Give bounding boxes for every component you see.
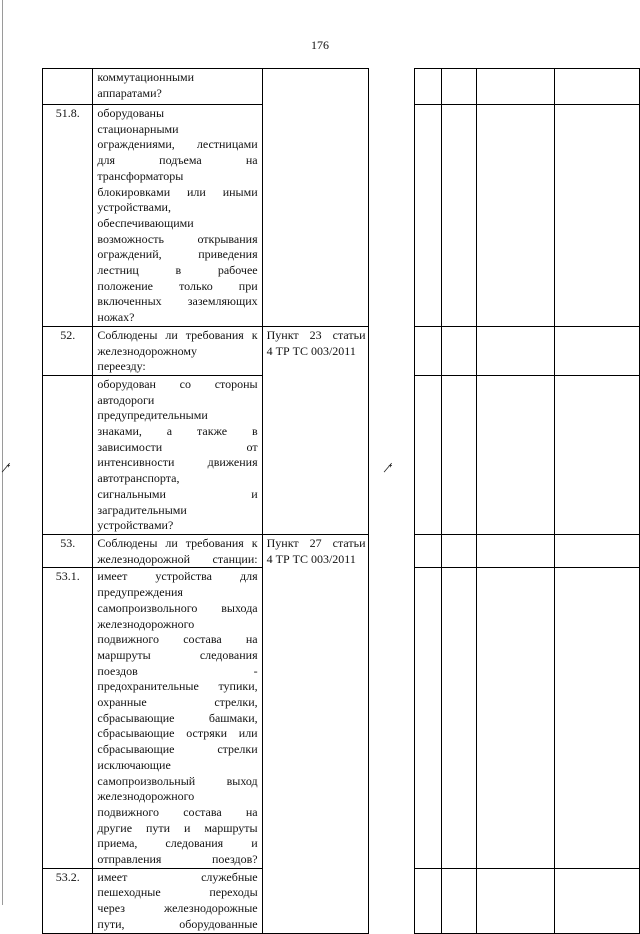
answer-cell-2[interactable] — [442, 69, 476, 105]
word: имеет — [97, 869, 128, 884]
legal-reference — [262, 534, 368, 933]
word: на — [245, 153, 258, 168]
requirement-line — [97, 632, 257, 648]
word: статьи — [332, 327, 366, 342]
word: пути — [145, 820, 171, 835]
word: 27 — [309, 535, 322, 550]
word: или — [238, 726, 258, 741]
requirement-line — [97, 805, 257, 821]
word: рабочее — [217, 263, 258, 278]
table-row — [43, 69, 640, 105]
answer-cell-1[interactable] — [415, 534, 442, 567]
word: положение — [97, 278, 153, 293]
requirement-line — [97, 679, 257, 695]
page-number: 176 — [311, 38, 329, 52]
word: иными — [222, 184, 258, 199]
requirement-line — [97, 536, 257, 552]
requirement-line: устройствами? — [97, 518, 174, 533]
word: лестниц — [97, 263, 139, 278]
requirement-line: обеспечивающими — [97, 215, 194, 230]
requirement-line — [97, 774, 257, 790]
word: отправления — [97, 852, 162, 867]
requirement-line — [97, 836, 257, 852]
word: или — [186, 184, 206, 199]
answer-cell-4[interactable] — [554, 69, 639, 105]
word: служебные — [201, 869, 258, 884]
word: маршруты — [204, 820, 258, 835]
word: и — [184, 820, 191, 835]
word: ли — [165, 535, 178, 550]
word: только — [179, 278, 213, 293]
word: возможность — [97, 231, 164, 246]
word: пути, — [97, 916, 125, 931]
word: станции: — [212, 551, 258, 566]
word: железнодорожной — [97, 551, 191, 566]
requirement-line: предупреждения — [97, 585, 183, 600]
answer-cell-3[interactable] — [476, 375, 554, 534]
legal-reference — [262, 326, 368, 534]
requirement-line — [97, 455, 257, 471]
requirement-line — [97, 870, 257, 886]
word: подъема — [159, 153, 202, 168]
requirement-line — [97, 711, 257, 727]
requirement-line: устройствами, — [97, 200, 171, 215]
word: состава — [183, 804, 222, 819]
word: на — [245, 804, 258, 819]
answer-cell-3[interactable] — [476, 568, 554, 868]
answer-cell-3[interactable] — [476, 69, 554, 105]
answer-cell-2[interactable] — [442, 568, 476, 868]
word: в — [251, 424, 258, 439]
word: включенных — [97, 294, 162, 309]
word: заземляющих — [187, 294, 258, 309]
requirement-line — [97, 263, 257, 279]
word: башмаки, — [208, 710, 258, 725]
item-number: 53.2. — [43, 868, 93, 933]
requirement-line — [97, 294, 257, 310]
answer-cell-4[interactable] — [554, 105, 639, 327]
word: подвижного — [97, 632, 160, 647]
requirement-line: оборудованы — [97, 106, 165, 120]
table-row — [43, 326, 640, 375]
item-number — [43, 375, 93, 534]
requirement-line: автотранспорта, — [97, 471, 180, 486]
answer-cell-1[interactable] — [415, 868, 442, 933]
answer-cell-4[interactable] — [554, 326, 639, 375]
requirements-table — [42, 68, 640, 934]
answer-cell-1[interactable] — [415, 568, 442, 868]
requirement-line — [97, 247, 257, 263]
requirement-line: автодороги — [97, 392, 155, 407]
answer-cell-3[interactable] — [476, 326, 554, 375]
word: поездов — [97, 663, 138, 678]
requirement-line — [97, 185, 257, 201]
answer-cell-4[interactable] — [554, 534, 639, 567]
requirement-line: стационарными — [97, 121, 179, 136]
item-number: 52. — [43, 326, 93, 375]
requirement-line — [97, 664, 257, 680]
requirement-line — [97, 742, 257, 758]
word: зависимости — [97, 439, 163, 454]
answer-cell-3[interactable] — [476, 868, 554, 933]
requirement-text — [93, 868, 262, 933]
answer-cell-2[interactable] — [442, 326, 476, 375]
word: самопроизвольный — [97, 773, 196, 788]
word: через — [97, 901, 125, 916]
requirement-line: заградительными — [97, 502, 187, 517]
requirement-line — [97, 552, 257, 568]
word: на — [245, 632, 258, 647]
word: к — [251, 327, 258, 342]
word: в — [175, 263, 182, 278]
answer-cell-4[interactable] — [554, 375, 639, 534]
answer-cell-1[interactable] — [415, 375, 442, 534]
answer-cell-1[interactable] — [415, 105, 442, 327]
requirement-line — [97, 153, 257, 169]
word: требования — [185, 535, 244, 550]
word: для — [240, 569, 258, 584]
word: другие — [97, 820, 133, 835]
word: имеет — [97, 569, 128, 584]
spacer-column — [368, 375, 415, 534]
requirement-line: исключающие — [97, 757, 171, 772]
answer-cell-2[interactable] — [442, 105, 476, 327]
word: следования — [165, 836, 224, 851]
requirement-line — [97, 821, 257, 837]
word: поездов? — [211, 852, 258, 867]
requirement-line: трансформаторы — [97, 168, 184, 183]
word: блокировками — [97, 184, 171, 199]
word: Соблюдены — [97, 327, 158, 342]
answer-cell-2[interactable] — [442, 375, 476, 534]
word: от — [246, 439, 258, 454]
word: также — [197, 424, 228, 439]
requirement-text — [93, 69, 262, 105]
word: со — [179, 376, 191, 391]
word: а — [166, 424, 173, 439]
word: к — [251, 535, 258, 550]
word: приема, — [97, 836, 138, 851]
legal-reference — [262, 69, 368, 327]
requirement-line: коммутационными — [97, 70, 195, 84]
requirement-line — [97, 917, 257, 933]
reference-line: 4 ТР ТС 003/2011 — [266, 343, 356, 358]
word: железнодорожные — [163, 901, 258, 916]
requirement-line — [97, 852, 257, 868]
requirement-text — [93, 534, 262, 567]
requirement-line — [97, 901, 257, 917]
requirement-line: железнодорожному — [97, 343, 198, 358]
margin-check-mark: ᐩ̸ — [6, 461, 11, 475]
word: сбрасывающие — [97, 710, 175, 725]
requirement-line — [97, 601, 257, 617]
word: сбрасывающие — [97, 742, 175, 757]
word: лестницами — [196, 137, 258, 152]
requirement-line — [97, 279, 257, 295]
word: ограждениями, — [97, 137, 175, 152]
word: знаками, — [97, 424, 142, 439]
word: сбрасывающие — [97, 726, 175, 741]
word: для — [97, 153, 116, 168]
requirement-text — [93, 105, 262, 327]
word: оборудован — [97, 376, 156, 391]
word: Соблюдены — [97, 535, 158, 550]
spacer-column — [368, 534, 415, 567]
word: ли — [165, 327, 178, 342]
requirement-line — [97, 726, 257, 742]
answer-cell-4[interactable] — [554, 868, 639, 933]
word: остряки — [186, 726, 228, 741]
word: сигнальными — [97, 486, 166, 501]
answer-cell-4[interactable] — [554, 568, 639, 868]
word: устройства — [155, 569, 212, 584]
requirement-line: переезду: — [97, 359, 146, 374]
requirement-line — [97, 424, 257, 440]
spacer-column — [368, 568, 415, 868]
word: состава — [183, 632, 222, 647]
word: Пункт — [266, 327, 299, 342]
word: пешеходные — [97, 885, 161, 900]
answer-cell-3[interactable] — [476, 105, 554, 327]
answer-cell-3[interactable] — [476, 534, 554, 567]
requirement-line — [97, 377, 257, 393]
word: и — [251, 836, 258, 851]
requirement-text — [93, 375, 262, 534]
word: стороны — [214, 376, 258, 391]
word: - — [253, 663, 258, 678]
answer-cell-1[interactable] — [415, 69, 442, 105]
word: Пункт — [266, 535, 299, 550]
spacer-column — [368, 326, 415, 375]
word: при — [238, 278, 258, 293]
word: переходы — [209, 885, 258, 900]
requirement-line: аппаратами? — [97, 85, 162, 100]
requirement-line — [97, 440, 257, 456]
requirement-line: предупредительными — [97, 408, 208, 423]
word: подвижного — [97, 804, 160, 819]
word: самопроизвольного — [97, 600, 198, 615]
requirement-line — [97, 695, 257, 711]
word: 23 — [309, 327, 322, 342]
word: тупики, — [218, 679, 258, 694]
word: охранные — [97, 695, 147, 710]
word: открывания — [197, 231, 258, 246]
requirement-line: ножах? — [97, 310, 135, 325]
word: маршруты — [97, 647, 151, 662]
word: требования — [185, 327, 244, 342]
item-number: 51.8. — [43, 105, 93, 327]
requirement-line — [97, 487, 257, 503]
word: ограждений, — [97, 247, 162, 262]
word: стрелки, — [214, 695, 258, 710]
requirement-text — [93, 326, 262, 375]
word: приведения — [198, 247, 258, 262]
requirement-text — [93, 568, 262, 868]
spacer-column — [368, 868, 415, 933]
requirement-line — [97, 328, 257, 344]
word: и — [251, 486, 258, 501]
requirement-line — [97, 137, 257, 153]
item-number — [43, 69, 93, 105]
word: предохранительные — [97, 679, 199, 694]
answer-cell-2[interactable] — [442, 534, 476, 567]
requirement-line — [97, 648, 257, 664]
reference-line: 4 ТР ТС 003/2011 — [266, 551, 356, 566]
word: стрелки — [217, 742, 258, 757]
page-edge-line — [2, 0, 3, 905]
word: выход — [226, 773, 258, 788]
table-row — [43, 534, 640, 567]
requirement-line — [97, 232, 257, 248]
reference-line — [267, 536, 366, 552]
word: интенсивности — [97, 455, 175, 470]
item-number: 53.1. — [43, 568, 93, 868]
requirement-line — [97, 885, 257, 901]
word: оборудованные — [179, 916, 258, 931]
word: следования — [199, 647, 258, 662]
spacer-column — [368, 105, 415, 327]
word: статьи — [332, 535, 366, 550]
reference-line — [267, 328, 366, 344]
word: движения — [207, 455, 258, 470]
answer-cell-1[interactable] — [415, 326, 442, 375]
spacer-column — [368, 69, 415, 105]
answer-cell-2[interactable] — [442, 868, 476, 933]
requirement-line — [97, 569, 257, 585]
word: выхода — [221, 600, 258, 615]
item-number: 53. — [43, 534, 93, 567]
requirement-line: железнодорожного — [97, 616, 195, 631]
cell-check-mark: ᐩ̸ — [388, 461, 393, 475]
requirement-line: железнодорожного — [97, 789, 195, 804]
